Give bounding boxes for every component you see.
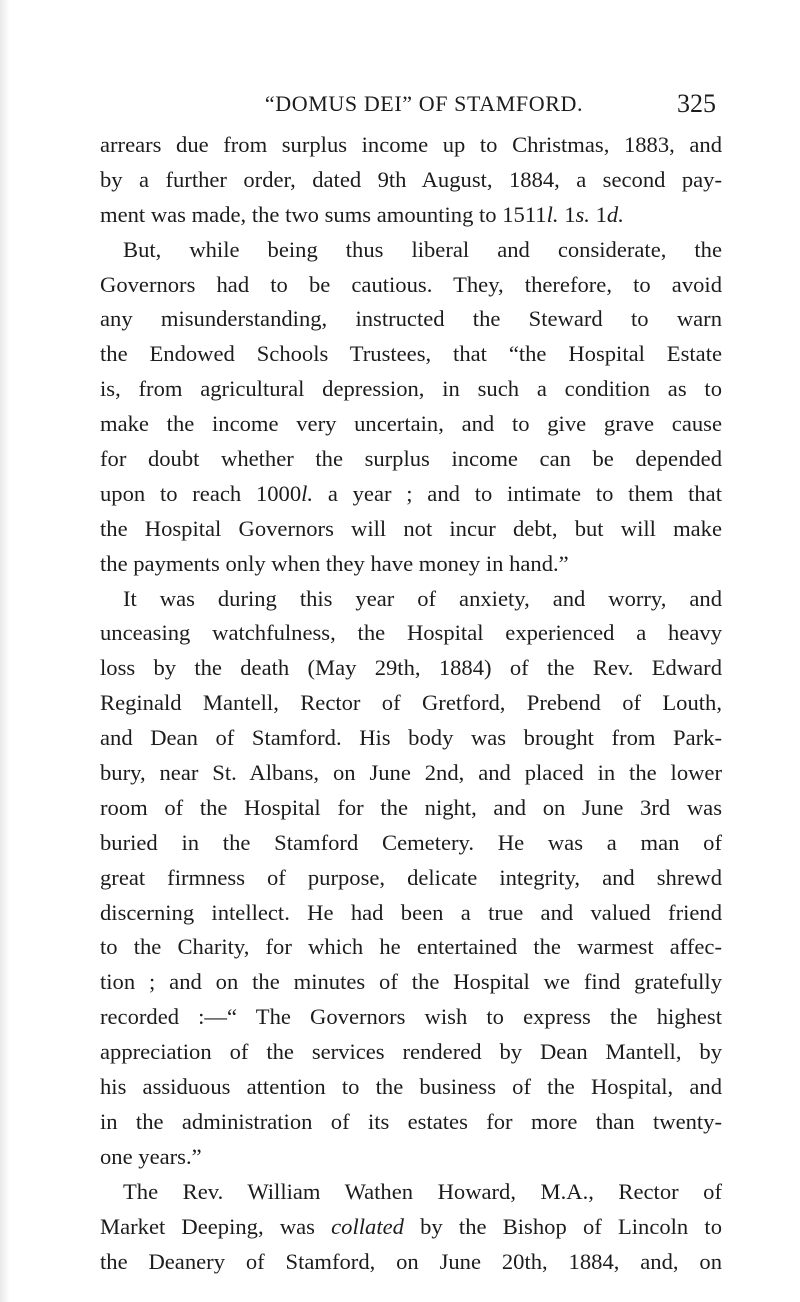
body-text xyxy=(100,128,722,1279)
text-line: But, while being thus liberal and considerate, the xyxy=(123,236,722,262)
running-head: “DOMUS DEI” OF STAMFORD. xyxy=(264,91,584,116)
text-line: and Dean of Stamford. His body was brought from Park- xyxy=(100,725,722,751)
text-line: great firmness of purpose, delicate integrity, and shrewd xyxy=(100,864,722,890)
text-line: The Rev. William Wathen Howard, M.A., Rector of xyxy=(123,1178,722,1204)
text-line: loss by the death (May 29th, 1884) of the Rev. Edward xyxy=(100,655,722,681)
page-edge-shadow xyxy=(0,0,10,1302)
text-line: unceasing watchfulness, the Hospital experienced a heavy xyxy=(100,620,722,646)
text-line: for doubt whether the surplus income can be depended xyxy=(100,446,722,472)
text-line: one years.” xyxy=(100,1143,202,1169)
text-line: any misunderstanding, instructed the Steward to warn xyxy=(100,306,722,332)
text-line: in the administration of its estates for more than twenty- xyxy=(100,1108,722,1134)
text-line: recorded :—“ The Governors wish to express the highest xyxy=(100,1004,722,1030)
text-line: by a further order, dated 9th August, 1884, a second pay- xyxy=(100,166,722,192)
text-line: arrears due from surplus income up to Christmas, 1883, and xyxy=(100,132,722,157)
text-line: is, from agricultural depression, in such a condition as to xyxy=(100,376,722,402)
text-line: his assiduous attention to the business of the Hospital, and xyxy=(100,1074,722,1100)
text-line: appreciation of the services rendered by Dean Mantell, by xyxy=(100,1039,722,1065)
page-number: 325 xyxy=(677,89,716,118)
text-line: upon to reach 1000l. a year ; and to intimate to them that xyxy=(100,480,722,506)
text-line: the payments only when they have money in hand.” xyxy=(100,550,569,576)
text-line: Reginald Mantell, Rector of Gretford, Prebend of Louth, xyxy=(100,690,722,716)
text-line: It was during this year of anxiety, and worry, and xyxy=(123,585,722,611)
text-line: ment was made, the two sums amounting to 1511l. 1s. 1d. xyxy=(100,201,624,227)
text-line: Market Deeping, was collated by the Bishop of Lincoln to xyxy=(100,1213,722,1239)
text-line: the Deanery of Stamford, on June 20th, 1884, and, on xyxy=(100,1248,722,1274)
text-line: discerning intellect. He had been a true and valued friend xyxy=(100,899,722,925)
text-line: Governors had to be cautious. They, therefore, to avoid xyxy=(100,271,722,297)
text-line: to the Charity, for which he entertained the warmest affec- xyxy=(100,934,722,960)
text-line: bury, near St. Albans, on June 2nd, and placed in the lower xyxy=(100,760,722,786)
text-line: buried in the Stamford Cemetery. He was a man of xyxy=(100,829,722,855)
text-line: make the income very uncertain, and to give grave cause xyxy=(100,411,722,437)
text-line: room of the Hospital for the night, and on June 3rd was xyxy=(100,794,722,820)
text-line: tion ; and on the minutes of the Hospital we find gratefully xyxy=(100,969,722,995)
text-line: the Endowed Schools Trustees, that “the Hospital Estate xyxy=(100,341,722,367)
page-header xyxy=(100,84,718,124)
text-line: the Hospital Governors will not incur debt, but will make xyxy=(100,515,722,541)
